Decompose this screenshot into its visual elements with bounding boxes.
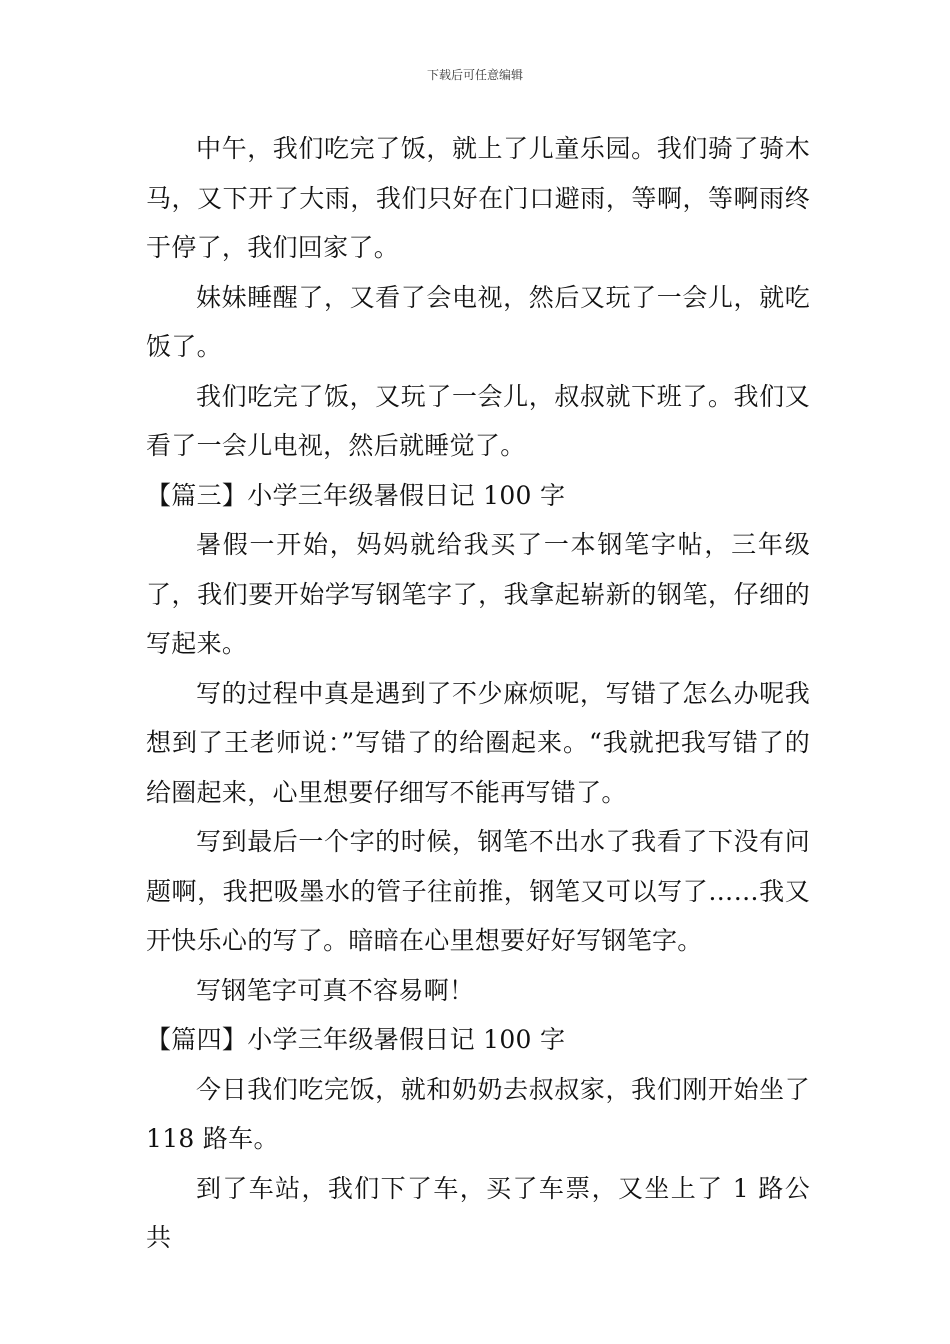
document-body xyxy=(146,124,810,1263)
paragraph: 妹妹睡醒了，又看了会电视，然后又玩了一会儿，就吃饭了。 xyxy=(146,282,810,361)
paragraph: 暑假一开始，妈妈就给我买了一本钢笔字帖，三年级了，我们要开始学写钢笔字了，我拿起崭新的钢笔，仔细的写起来。 xyxy=(146,530,810,658)
paragraph: 我们吃完了饭，又玩了一会儿，叔叔就下班了。我们又看了一会儿电视，然后就睡觉了。 xyxy=(146,381,810,460)
section-heading: 【篇三】小学三年级暑假日记 100 字 xyxy=(146,480,566,510)
paragraph: 中午，我们吃完了饭，就上了儿童乐园。我们骑了骑木马，又下开了大雨，我们只好在门口避雨，等啊，等啊雨终于停了，我们回家了。 xyxy=(146,134,810,262)
paragraph: 今日我们吃完饭，就和奶奶去叔叔家，我们刚开始坐了 118 路车。 xyxy=(146,1074,810,1153)
paragraph: 写的过程中真是遇到了不少麻烦呢，写错了怎么办呢我想到了王老师说：”写错了的给圈起来。“我就把我写错了的给圈起来，心里想要仔细写不能再写错了。 xyxy=(146,678,810,807)
paragraph: 到了车站，我们下了车，买了车票，又坐上了 1 路公共 xyxy=(146,1173,810,1252)
section-heading: 【篇四】小学三年级暑假日记 100 字 xyxy=(146,1025,566,1054)
paragraph: 写钢笔字可真不容易啊！ xyxy=(196,975,475,1005)
paragraph: 写到最后一个字的时候，钢笔不出水了我看了下没有问题啊，我把吸墨水的管子往前推，钢笔又可以写了……我又开快乐心的写了。暗暗在心里想要好好写钢笔字。 xyxy=(146,827,810,955)
page-header: 下载后可任意编辑 xyxy=(426,68,523,82)
